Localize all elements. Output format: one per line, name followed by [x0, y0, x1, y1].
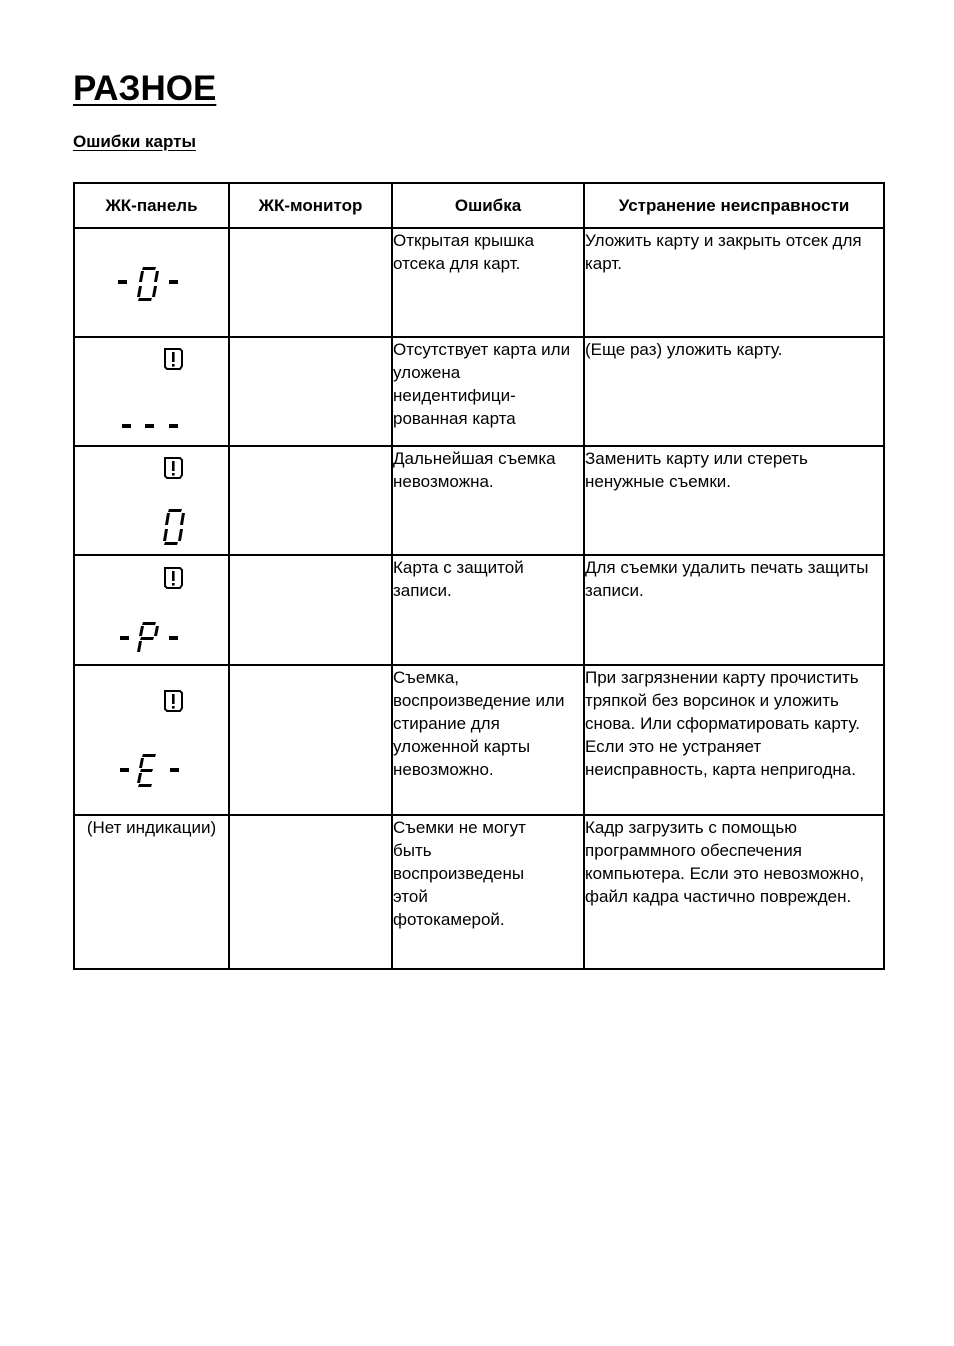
error-text: Съемки не могут быть воспроизведены этой фотокамерой.: [393, 818, 526, 929]
lcd-panel-cell: [74, 446, 229, 555]
lcd-panel-cell: [74, 555, 229, 665]
lcd-display-card-error-icon: [75, 666, 228, 814]
lcd-display-card-full-icon: [75, 447, 228, 554]
remedy-cell: При загрязнении карту прочистить тряпкой без ворсинок и уложить снова. Или сформатировать карту. Если это не устраняет неисправность, карта непригодна.: [584, 665, 884, 815]
lcd-display-protected-card-icon: [75, 556, 228, 664]
remedy-cell: Уложить карту и закрыть отсек для карт.: [584, 228, 884, 337]
remedy-cell: Кадр загрузить с помощью программного обеспечения компьютера. Если это невозможно, файл кадра частично поврежден.: [584, 815, 884, 969]
lcd-panel-cell: (Нет индикации): [74, 815, 229, 969]
header-lcd-panel: ЖК-панель: [74, 183, 229, 228]
table-row: [74, 555, 884, 665]
lcd-monitor-cell: [229, 337, 392, 446]
remedy-cell: Заменить карту или стереть ненужные съемки.: [584, 446, 884, 555]
header-error: Ошибка: [392, 183, 584, 228]
lcd-panel-cell: [74, 228, 229, 337]
card-warning-icon: [165, 458, 182, 478]
table-row: [74, 665, 884, 815]
lcd-panel-cell: [74, 665, 229, 815]
table-row: [74, 446, 884, 555]
remedy-cell: Для съемки удалить печать защиты записи.: [584, 555, 884, 665]
card-warning-icon: [165, 349, 182, 369]
table-header-row: [74, 183, 884, 228]
table-row: [74, 228, 884, 337]
page-title: РАЗНОЕ: [73, 69, 217, 108]
table-row: [74, 337, 884, 446]
card-errors-table: [73, 182, 885, 970]
lcd-display-no-card-icon: [75, 338, 228, 445]
error-cell: Отсутствует карта или уложена неидентифици-рованная карта: [392, 337, 584, 446]
card-warning-icon: [165, 691, 182, 711]
header-lcd-monitor: ЖК-монитор: [229, 183, 392, 228]
lcd-display-open-lid-icon: [75, 229, 228, 336]
lcd-monitor-cell: [229, 665, 392, 815]
error-cell: Открытая крышка отсека для карт.: [392, 228, 584, 337]
remedy-cell: (Еще раз) уложить карту.: [584, 337, 884, 446]
lcd-monitor-cell: [229, 555, 392, 665]
card-warning-icon: [165, 568, 182, 588]
table-row: [74, 815, 884, 969]
error-cell: Карта с защитой записи.: [392, 555, 584, 665]
lcd-panel-cell: [74, 337, 229, 446]
error-cell: Дальнейшая съемка невозможна.: [392, 446, 584, 555]
error-cell: [392, 815, 584, 969]
lcd-monitor-cell: [229, 815, 392, 969]
section-title: Ошибки карты: [73, 132, 196, 151]
header-remedy: Устранение неисправности: [584, 183, 884, 228]
lcd-monitor-cell: [229, 228, 392, 337]
lcd-monitor-cell: [229, 446, 392, 555]
error-cell: Съемка, воспроизведение или стирание для уложенной карты невозможно.: [392, 665, 584, 815]
